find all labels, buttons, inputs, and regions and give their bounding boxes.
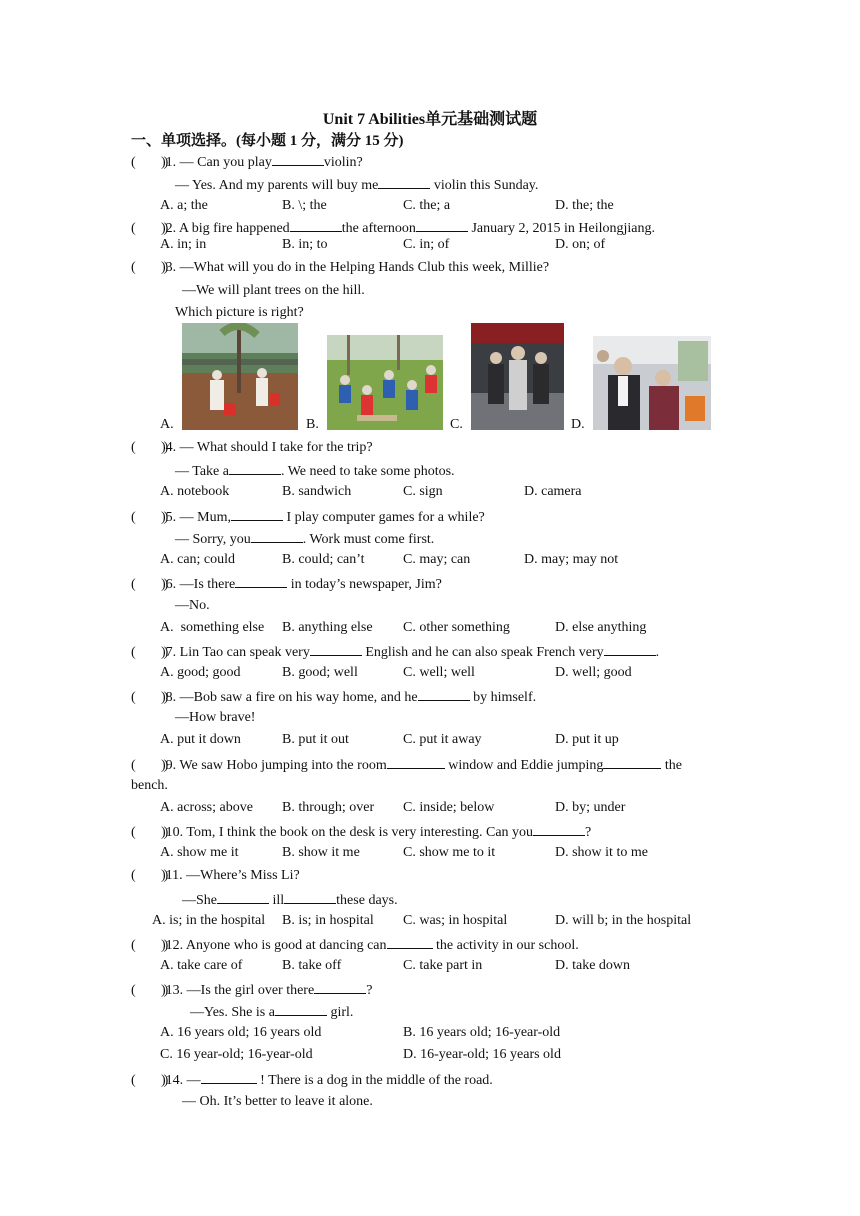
option-c[interactable]: C. sign <box>403 484 443 499</box>
option-a[interactable]: A. notebook <box>160 484 230 499</box>
question-9-line-2: bench. <box>131 778 168 793</box>
answer-paren[interactable]: ( ) <box>131 155 169 170</box>
question-3: ( ))3. —What will you do in the Helping Hands Club this week, Millie? <box>131 260 550 275</box>
answer-paren[interactable]: ( ) <box>131 645 169 660</box>
blank[interactable] <box>217 890 269 904</box>
tree-planting-photo-b[interactable] <box>327 335 443 430</box>
option-a[interactable]: A. 16 years old; 16 years old <box>160 1025 322 1040</box>
question-1: ( ))1. — Can you play violin? <box>131 152 363 172</box>
blank[interactable] <box>387 755 445 769</box>
blank[interactable] <box>201 1070 257 1084</box>
tree-planting-photo-a[interactable] <box>182 323 298 430</box>
option-d[interactable]: D. well; good <box>555 665 632 680</box>
option-a[interactable]: A. show me it <box>160 845 239 860</box>
option-a[interactable]: A. something else <box>160 620 265 635</box>
blank[interactable] <box>275 1002 327 1016</box>
answer-paren[interactable]: ( ) <box>131 758 169 773</box>
answer-paren[interactable]: ( ) <box>131 510 169 525</box>
question-3-line-2: —We will plant trees on the hill. <box>182 283 365 298</box>
answer-paren[interactable]: ( ) <box>131 690 169 705</box>
option-c[interactable]: C. inside; below <box>403 800 495 815</box>
section-heading: 一、单项选择。(每小题 1 分，满分 15 分) <box>131 133 404 149</box>
question-14-line-2: — Oh. It’s better to leave it alone. <box>182 1094 373 1109</box>
option-a[interactable]: A. good; good <box>160 665 241 680</box>
option-d[interactable]: D. else anything <box>555 620 647 635</box>
answer-paren[interactable]: ( ) <box>131 868 169 883</box>
question-6: ( ))6. —Is there in today’s newspaper, Jim? <box>131 574 442 594</box>
option-a[interactable]: A. across; above <box>160 800 253 815</box>
blank[interactable] <box>310 642 362 656</box>
blank[interactable] <box>272 152 324 166</box>
option-b[interactable]: B. take off <box>282 958 342 973</box>
blank[interactable] <box>284 890 336 904</box>
blank[interactable] <box>604 642 656 656</box>
blank[interactable] <box>387 935 433 949</box>
option-d[interactable]: D. on; of <box>555 237 606 252</box>
option-d[interactable]: D. may; may not <box>524 552 619 567</box>
blank[interactable] <box>251 529 303 543</box>
question-9: ( ))9. We saw Hobo jumping into the room window and Eddie jumping the <box>131 755 682 775</box>
question-11: ( ))11. —Where’s Miss Li? <box>131 868 300 883</box>
option-b[interactable]: B. through; over <box>282 800 375 815</box>
blank[interactable] <box>229 461 281 475</box>
picture-option-c-label[interactable]: C. <box>450 417 463 432</box>
option-b[interactable]: B. sandwich <box>282 484 352 499</box>
question-10: ( ))10. Tom, I think the book on the desk is very interesting. Can you ? <box>131 822 591 842</box>
blank[interactable] <box>231 507 283 521</box>
answer-paren[interactable]: ( ) <box>131 260 169 275</box>
question-5: ( ))5. — Mum, I play computer games for a while? <box>131 507 485 527</box>
option-c[interactable]: C. show me to it <box>403 845 496 860</box>
option-d[interactable]: D. 16-year-old; 16 years old <box>403 1047 561 1062</box>
option-d[interactable]: D. will b; in the hospital <box>555 913 692 928</box>
option-d[interactable]: D. camera <box>524 484 582 499</box>
blank[interactable] <box>603 755 661 769</box>
option-d[interactable]: D. show it to me <box>555 845 648 860</box>
answer-paren[interactable]: ( ) <box>131 983 169 998</box>
picture-option-d-label[interactable]: D. <box>571 417 585 432</box>
option-c[interactable]: C. may; can <box>403 552 471 567</box>
option-a[interactable]: A. in; in <box>160 237 207 252</box>
option-c[interactable]: C. 16 year-old; 16-year-old <box>160 1047 313 1062</box>
bus-seat-photo-d[interactable] <box>593 336 711 430</box>
option-b[interactable]: B. could; can’t <box>282 552 365 567</box>
question-13: ( ))13. —Is the girl over there ? <box>131 980 372 1000</box>
option-d[interactable]: D. the; the <box>555 198 614 213</box>
picture-option-b-label[interactable]: B. <box>306 417 319 432</box>
option-a[interactable]: A. can; could <box>160 552 236 567</box>
option-b[interactable]: B. show it me <box>282 845 360 860</box>
option-a[interactable]: A. is; in the hospital <box>152 913 266 928</box>
question-4: ( ))4. — What should I take for the trip? <box>131 440 373 455</box>
answer-paren[interactable]: ( ) <box>131 825 169 840</box>
question-4-line-2: — Take a . We need to take some photos. <box>175 461 455 481</box>
blank[interactable] <box>418 687 470 701</box>
question-8: ( ))8. —Bob saw a fire on his way home, and he by himself. <box>131 687 536 707</box>
option-c[interactable]: C. other something <box>403 620 510 635</box>
answer-paren[interactable]: ( ) <box>131 577 169 592</box>
option-c[interactable]: C. in; of <box>403 237 450 252</box>
picture-option-a-label[interactable]: A. <box>160 417 174 432</box>
question-1-line-2: — Yes. And my parents will buy me violin this Sunday. <box>175 175 538 195</box>
helping-elderly-photo-c[interactable] <box>471 323 564 430</box>
option-b[interactable]: B. 16 years old; 16-year-old <box>403 1025 561 1040</box>
question-8-line-2: —How brave! <box>175 710 256 725</box>
question-3-line-3: Which picture is right? <box>175 305 304 320</box>
question-12: ( ))12. Anyone who is good at dancing can the activity in our school. <box>131 935 579 955</box>
option-b[interactable]: B. in; to <box>282 237 328 252</box>
option-a[interactable]: A. take care of <box>160 958 243 973</box>
option-c[interactable]: C. put it away <box>403 732 482 747</box>
blank[interactable] <box>235 574 287 588</box>
option-b[interactable]: B. \; the <box>282 198 327 213</box>
question-2: ( ))2. A big fire happened the afternoon January 2, 2015 in Heilongjiang. <box>131 218 655 238</box>
blank[interactable] <box>378 175 430 189</box>
option-b[interactable]: B. anything else <box>282 620 373 635</box>
option-a[interactable]: A. a; the <box>160 198 208 213</box>
option-b[interactable]: B. is; in hospital <box>282 913 374 928</box>
option-d[interactable]: D. take down <box>555 958 631 973</box>
blank[interactable] <box>416 218 468 232</box>
blank[interactable] <box>290 218 342 232</box>
option-c[interactable]: C. well; well <box>403 665 475 680</box>
question-11-line-2: —She ill these days. <box>182 890 398 910</box>
answer-paren[interactable]: ( ) <box>131 221 169 236</box>
option-c[interactable]: C. take part in <box>403 958 483 973</box>
answer-paren[interactable]: ( ) <box>131 440 169 455</box>
blank[interactable] <box>314 980 366 994</box>
page-title: Unit 7 Abilities单元基础测试题 <box>322 111 538 128</box>
question-5-line-2: — Sorry, you . Work must come first. <box>175 529 434 549</box>
question-14: ( ))14. — ! There is a dog in the middle of the road. <box>131 1070 493 1090</box>
option-c[interactable]: C. was; in hospital <box>403 913 508 928</box>
option-b[interactable]: B. put it out <box>282 732 349 747</box>
question-13-line-2: —Yes. She is a girl. <box>190 1002 353 1022</box>
option-c[interactable]: C. the; a <box>403 198 451 213</box>
question-7: ( ))7. Lin Tao can speak very English and he can also speak French very . <box>131 642 659 662</box>
question-6-line-2: —No. <box>175 598 210 613</box>
blank[interactable] <box>533 822 585 836</box>
answer-paren[interactable]: ( ) <box>131 938 169 953</box>
option-a[interactable]: A. put it down <box>160 732 241 747</box>
option-b[interactable]: B. good; well <box>282 665 358 680</box>
option-d[interactable]: D. by; under <box>555 800 626 815</box>
option-d[interactable]: D. put it up <box>555 732 619 747</box>
answer-paren[interactable]: ( ) <box>131 1073 169 1088</box>
